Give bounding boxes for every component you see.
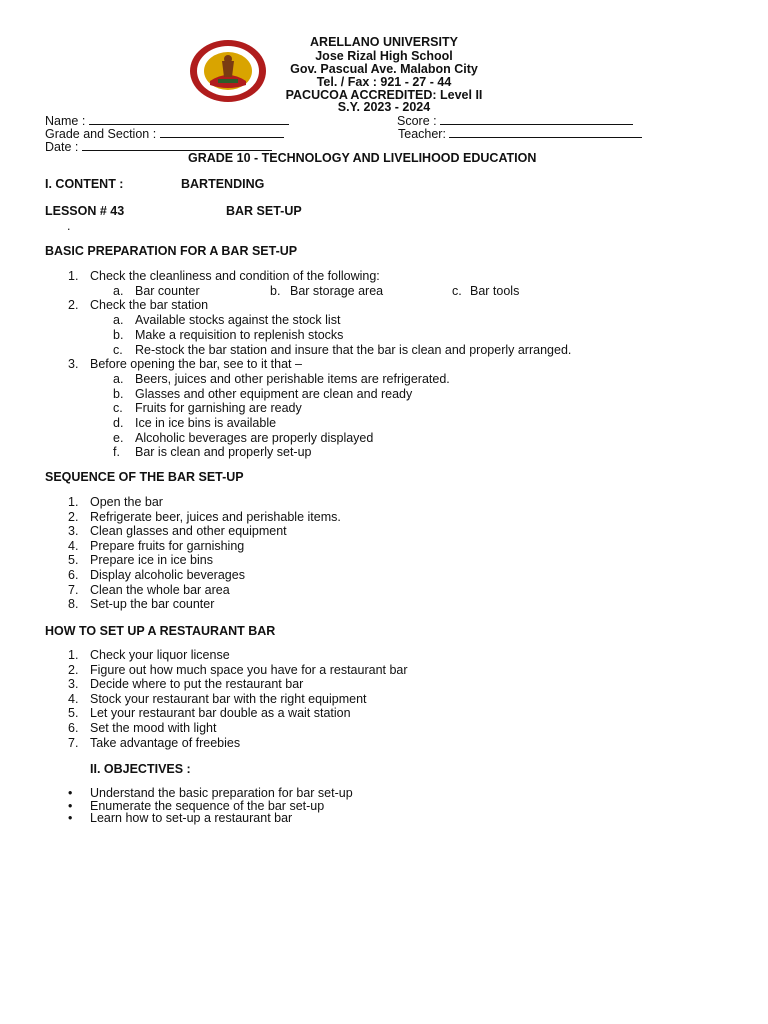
grade-section-line[interactable] [160, 126, 284, 138]
bullet-icon: • [68, 798, 73, 813]
list-item-text: Decide where to put the restaurant bar [90, 677, 304, 692]
list-number: 5. [68, 706, 79, 721]
list-number: 1. [68, 269, 79, 283]
accreditation: PACUCOA ACCREDITED: Level II [285, 88, 483, 102]
sub-letter: f. [113, 445, 120, 459]
list-item-text: Check the cleanliness and condition of the following: [90, 269, 380, 283]
sub-item-text: Beers, juices and other perishable items are refrigerated. [135, 372, 450, 386]
list-number: 2. [68, 298, 79, 312]
list-item-text: Clean glasses and other equipment [90, 524, 287, 539]
sub-letter: d. [113, 416, 124, 430]
sub-letter: a. [113, 284, 124, 298]
score-label: Score : [397, 114, 437, 128]
sub-item-text: Make a requisition to replenish stocks [135, 328, 344, 342]
list-number: 1. [68, 495, 79, 509]
teacher-line[interactable] [449, 126, 642, 138]
list-item-text: Stock your restaurant bar with the right equipment [90, 691, 367, 706]
sub-item-text: Fruits for garnishing are ready [135, 401, 302, 415]
content-value: BARTENDING [181, 177, 265, 191]
date-line[interactable] [82, 139, 272, 151]
list-item-text: Set the mood with light [90, 721, 217, 735]
list-number: 4. [68, 691, 79, 706]
lesson-value: BAR SET-UP [226, 204, 302, 218]
sub-item-text: Alcoholic beverages are properly displayed [135, 431, 374, 445]
grade-section-label: Grade and Section : [45, 127, 157, 141]
list-number: 7. [68, 582, 79, 597]
list-item-text: Learn how to set-up a restaurant bar [90, 811, 293, 825]
school-name: ARELLANO UNIVERSITY [310, 35, 458, 49]
school-year: S.Y. 2023 - 2024 [337, 100, 431, 114]
sub-letter: c. [113, 401, 123, 415]
list-item-text: Check the bar station [90, 298, 209, 312]
list-item-text: Figure out how much space you have for a restaurant bar [90, 662, 408, 677]
sub-item-text: Bar is clean and properly set-up [135, 445, 312, 459]
list-item-text: Set-up the bar counter [90, 597, 215, 612]
name-label: Name : [45, 114, 86, 128]
list-number: 7. [68, 735, 79, 750]
sequence-heading: SEQUENCE OF THE BAR SET-UP [45, 470, 244, 484]
list-item-text: Understand the basic preparation for bar set-up [90, 786, 353, 800]
list-number: 5. [68, 553, 79, 568]
sub-item-text: Available stocks against the stock list [135, 313, 341, 327]
list-number: 4. [68, 538, 79, 553]
list-item-text: Take advantage of freebies [90, 735, 241, 750]
list-item-text: Prepare ice in ice bins [90, 553, 213, 568]
sub-letter: c. [452, 284, 462, 298]
list-number: 6. [68, 721, 79, 735]
bullet-icon: • [68, 811, 73, 825]
list-number: 2. [68, 662, 79, 677]
list-item-text: Let your restaurant bar double as a wait station [90, 706, 351, 721]
sub-item-text: Ice in ice bins is available [135, 416, 277, 430]
list-item-text: Display alcoholic beverages [90, 568, 245, 582]
sub-item-text: Glasses and other equipment are clean and ready [135, 387, 413, 401]
sub-item-text: Re-stock the bar station and insure that the bar is clean and properly arranged. [135, 343, 572, 357]
sub-letter: c. [113, 343, 123, 357]
list-number: 2. [68, 509, 79, 524]
list-number: 3. [68, 677, 79, 692]
list-item-text: Check your liquor license [90, 648, 230, 662]
restaurant-heading: HOW TO SET UP A RESTAURANT BAR [45, 624, 276, 638]
list-item-text: Clean the whole bar area [90, 582, 230, 597]
sub-item-text: Bar tools [470, 284, 520, 298]
document-title: GRADE 10 - TECHNOLOGY AND LIVELIHOOD EDUCATION [188, 151, 537, 165]
list-item-text: Before opening the bar, see to it that – [90, 357, 302, 371]
lesson-label: LESSON # 43 [45, 204, 125, 218]
sub-letter: b. [113, 328, 124, 342]
name-line[interactable] [89, 113, 289, 125]
content-label: I. CONTENT : [45, 177, 124, 191]
score-line[interactable] [440, 113, 633, 125]
sub-letter: b. [270, 284, 281, 298]
list-item-text: Enumerate the sequence of the bar set-up [90, 798, 325, 813]
teacher-label: Teacher: [398, 127, 446, 141]
tel-fax: Tel. / Fax : 921 - 27 - 44 [316, 75, 452, 89]
objectives-heading: II. OBJECTIVES : [90, 762, 191, 776]
list-number: 1. [68, 648, 79, 662]
list-item-text: Refrigerate beer, juices and perishable items. [90, 509, 341, 524]
sub-letter: e. [113, 431, 124, 445]
sub-item-text: Bar counter [135, 284, 200, 298]
stray-dot: . [67, 219, 71, 233]
list-number: 6. [68, 568, 79, 582]
date-label: Date : [45, 140, 79, 154]
list-number: 8. [68, 597, 79, 612]
list-item-text: Prepare fruits for garnishing [90, 538, 245, 553]
sub-letter: a. [113, 372, 124, 386]
bullet-icon: • [68, 786, 73, 800]
school-address: Gov. Pascual Ave. Malabon City [290, 62, 478, 76]
sub-letter: b. [113, 387, 124, 401]
list-number: 3. [68, 524, 79, 539]
list-number: 3. [68, 357, 79, 371]
sub-letter: a. [113, 313, 124, 327]
basic-prep-heading: BASIC PREPARATION FOR A BAR SET-UP [45, 244, 298, 258]
teacher-field[interactable] [398, 126, 642, 142]
branch-name: Jose Rizal High School [315, 49, 453, 63]
list-item-text: Open the bar [90, 495, 163, 509]
sub-item-text: Bar storage area [290, 284, 384, 298]
